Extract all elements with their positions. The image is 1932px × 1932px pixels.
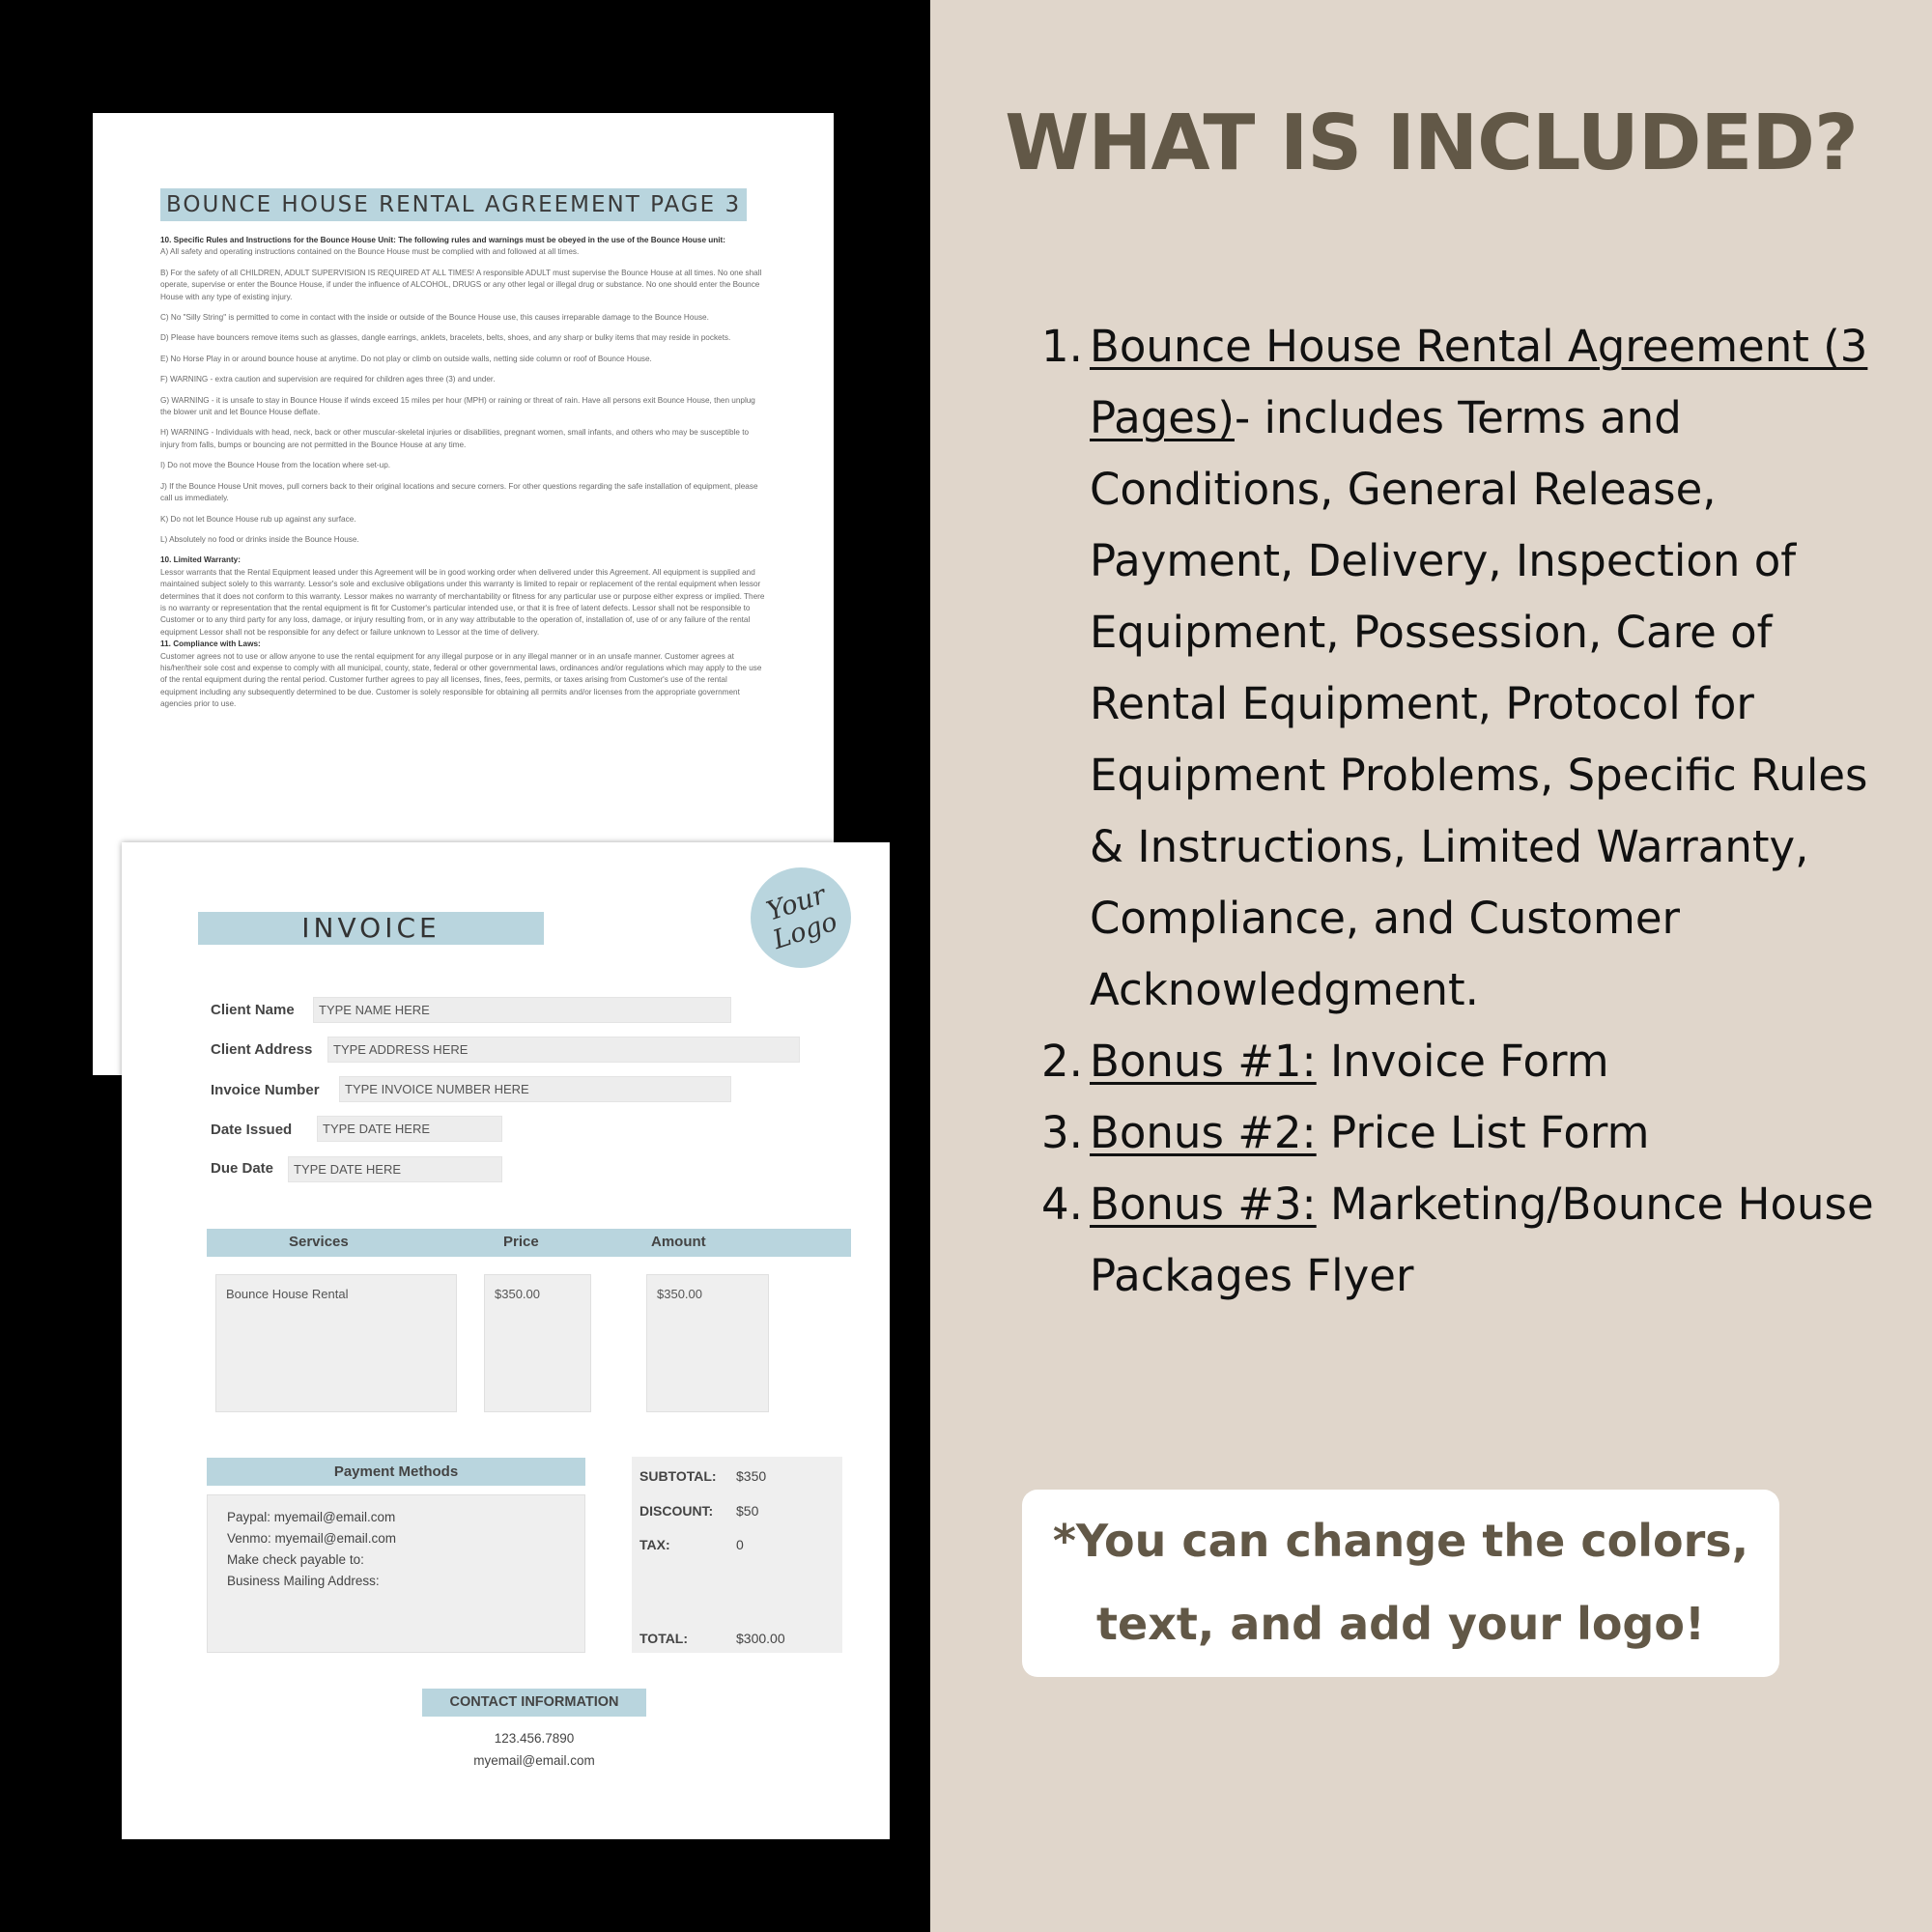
paragraph-text: D) Please have bouncers remove items such as glasses, dangle earrings, anklets, bracelets, belts, shoes, and any sharp or bulky items that may reside in pockets. <box>160 333 731 343</box>
agreement-paragraph <box>160 427 766 451</box>
right-panel <box>930 0 1932 1932</box>
paragraph-text: Customer agrees not to use or allow anyone to use the rental equipment for any illegal purpose or in any illegal manner or in an unsafe manner. Customer agrees at his/her/their sole cost and expense to comply with all municipal, county, state, federal or other governmental laws, ordinances and/or regulations which may apply to the use of the rental equipment during the rental period. Customer further agrees to pay all licenses, fines, fees, permits, or taxes arising from Customer's use of the rental equipment including any subsequently determined to be due. Customer is solely responsible for obtaining all permits and/or licenses from the appropriate government agencies prior to use. <box>160 651 762 709</box>
paragraph-text: K) Do not let Bounce House rub up against any surface. <box>160 514 356 524</box>
agreement-paragraph <box>160 639 766 710</box>
paragraph-text: L) Absolutely no food or drinks inside the Bounce House. <box>160 534 359 544</box>
agreement-paragraph <box>160 534 766 546</box>
agreement-paragraph <box>160 460 766 471</box>
paragraph-text: A) All safety and operating instructions contained on the Bounce House must be complied with and followed at all times. <box>160 247 580 257</box>
service-cell[interactable]: Bounce House Rental <box>215 1274 457 1412</box>
agreement-paragraph <box>160 514 766 526</box>
contact-information-header: CONTACT INFORMATION <box>422 1689 646 1717</box>
agreement-body <box>160 235 766 711</box>
item-title: Bonus #2: <box>1090 1107 1317 1158</box>
paragraph-text: I) Do not move the Bounce House from the location where set-up. <box>160 461 391 470</box>
services-table-header <box>207 1229 851 1257</box>
payment-line: Make check payable to: <box>227 1552 364 1567</box>
client-address-label: Client Address <box>211 1041 313 1058</box>
invoice-page <box>122 842 890 1839</box>
item-number: 4. <box>1041 1179 1083 1230</box>
date-issued-label: Date Issued <box>211 1122 293 1138</box>
agreement-paragraph <box>160 395 766 419</box>
list-item <box>1041 1097 1911 1169</box>
agreement-paragraph <box>160 312 766 324</box>
agreement-paragraph <box>160 481 766 505</box>
item-description: - includes Terms and Conditions, General Release, Payment, Delivery, Inspection of Equipment, Possession, Care of Rental Equipment, Protocol for Equipment Problems, Specific Rules & Instructions, Limited Warranty, Compliance, and Customer Acknowledgment. <box>1090 392 1868 1015</box>
paragraph-text: G) WARNING - it is unsafe to stay in Bounce House if winds exceed 15 miles per hour (MPH) or raining or threat of rain. Have all persons exit Bounce House, then unplug the blower unit and let Bounce House deflate. <box>160 395 755 417</box>
invoice-number-label: Invoice Number <box>211 1082 320 1098</box>
item-title: Bonus #3: <box>1090 1179 1317 1230</box>
agreement-paragraph <box>160 332 766 344</box>
subtotal-value[interactable]: $350 <box>736 1468 767 1484</box>
invoice-title: INVOICE <box>198 912 544 945</box>
price-header: Price <box>503 1234 539 1250</box>
tax-value[interactable]: 0 <box>736 1537 744 1552</box>
item-title: Bounce House Rental Agreement (3 Pages) <box>1090 321 1868 443</box>
discount-row <box>639 1503 758 1519</box>
paragraph-text: C) No "Silly String" is permitted to come in contact with the inside or outside of the Bounce House use, this causes irreparable damage to the Bounce House. <box>160 313 709 323</box>
item-description: Invoice Form <box>1316 1036 1609 1087</box>
total-label: TOTAL: <box>639 1631 689 1646</box>
paragraph-text: B) For the safety of all CHILDREN, ADULT SUPERVISION IS REQUIRED AT ALL TIMES! A responsible ADULT must supervise the Bounce House at all times. No one shall operate, supervise or enter the Bounce House, if under the influence of ALCOHOL, DRUGS or any other legal or illegal drug or substance. No one should enter the Bounce House with any type of existing injury. <box>160 268 762 301</box>
price-cell[interactable]: $350.00 <box>484 1274 591 1412</box>
totals-box <box>632 1457 842 1653</box>
subtotal-label: SUBTOTAL: <box>639 1468 717 1484</box>
discount-value[interactable]: $50 <box>736 1503 759 1519</box>
services-header: Services <box>289 1234 349 1250</box>
tax-row <box>639 1537 744 1552</box>
item-number: 3. <box>1041 1107 1083 1158</box>
paragraph-text: E) No Horse Play in or around bounce house at anytime. Do not play or climb on outside walls, netting side column or roof of Bounce House. <box>160 354 652 363</box>
customization-note <box>1022 1490 1779 1677</box>
item-description: Price List Form <box>1316 1107 1650 1158</box>
contact-email: myemail@email.com <box>473 1753 595 1768</box>
client-name-field[interactable]: TYPE NAME HERE <box>313 997 731 1023</box>
agreement-paragraph <box>160 374 766 385</box>
payment-line: Business Mailing Address: <box>227 1574 380 1588</box>
paragraph-heading: 10. Limited Warranty: <box>160 555 241 565</box>
amount-cell[interactable]: $350.00 <box>646 1274 769 1412</box>
list-item <box>1041 311 1911 1026</box>
payment-line: Paypal: myemail@email.com <box>227 1510 396 1524</box>
paragraph-text: J) If the Bounce House Unit moves, pull corners back to their original locations and secure corners. For other questions regarding the safe installation of equipment, please call us immediately. <box>160 481 758 503</box>
agreement-paragraph <box>160 354 766 365</box>
item-number: 1. <box>1041 321 1083 372</box>
subtotal-row <box>639 1468 766 1484</box>
page-title: WHAT IS INCLUDED? <box>1005 99 1858 187</box>
total-row <box>639 1631 785 1646</box>
agreement-paragraph <box>160 268 766 303</box>
due-date-label: Due Date <box>211 1160 274 1177</box>
paragraph-heading: 10. Specific Rules and Instructions for the Bounce House Unit: The following rules and warnings must be obeyed in the use of the Bounce House unit: <box>160 236 726 244</box>
note-line: text, and add your logo! <box>1096 1598 1705 1650</box>
agreement-paragraph <box>160 554 766 639</box>
payment-line: Venmo: myemail@email.com <box>227 1531 397 1546</box>
paragraph-text: H) WARNING - Individuals with head, neck, back or other muscular-skeletal injuries or disabilities, pregnant women, small infants, and others who may be susceptible to injury from falls, bumps or bouncing are not permitted in the Bounce House at any time. <box>160 428 750 449</box>
logo-text: Your Logo <box>762 879 841 955</box>
due-date-field[interactable]: TYPE DATE HERE <box>288 1156 502 1182</box>
invoice-number-field[interactable]: TYPE INVOICE NUMBER HERE <box>339 1076 731 1102</box>
logo-placeholder <box>751 867 851 968</box>
item-description: Marketing/Bounce House Packages Flyer <box>1090 1179 1874 1301</box>
agreement-paragraph <box>160 235 766 259</box>
client-name-label: Client Name <box>211 1002 295 1018</box>
date-issued-field[interactable]: TYPE DATE HERE <box>317 1116 502 1142</box>
item-number: 2. <box>1041 1036 1083 1087</box>
left-panel <box>0 0 930 1932</box>
total-value[interactable]: $300.00 <box>736 1631 785 1646</box>
included-items-list <box>1041 311 1911 1312</box>
contact-phone: 123.456.7890 <box>494 1731 575 1746</box>
paragraph-text: F) WARNING - extra caution and supervision are required for children ages three (3) and under. <box>160 375 496 384</box>
payment-methods-box[interactable] <box>207 1494 585 1653</box>
paragraph-text: Lessor warrants that the Rental Equipment leased under this Agreement will be in good working order when delivered under this Agreement. All equipment is supplied and maintained subject solely to this warranty. Lessor's sole and exclusive obligations under this warranty is limited to repair or replacement of the rental equipment when lessor determines that it does not conform to this warranty. Lessor makes no warranty of merchantability or fitness for any particular use or purpose either express or implied. There is no warranty or representation that the rental equipment is fit for Customer's particular intended use, or that it is free of latent defects. Lessor shall not be responsible to Customer or to any third party for any loss, damage, or injury resulting from, or in any way attributable to the operation of, installation of, use of or any failure of the rental equipment Lessor shall not be responsible for any defect or failure unknown to Lessor at the time of delivery. <box>160 567 765 637</box>
amount-header: Amount <box>651 1234 706 1250</box>
agreement-title: BOUNCE HOUSE RENTAL AGREEMENT PAGE 3 <box>160 188 747 221</box>
paragraph-heading: 11. Compliance with Laws: <box>160 639 261 649</box>
tax-label: TAX: <box>639 1537 670 1552</box>
list-item <box>1041 1026 1911 1097</box>
payment-methods-header: Payment Methods <box>207 1458 585 1486</box>
item-title: Bonus #1: <box>1090 1036 1317 1087</box>
list-item <box>1041 1169 1911 1312</box>
discount-label: DISCOUNT: <box>639 1503 714 1519</box>
note-line: *You can change the colors, <box>1052 1515 1749 1567</box>
client-address-field[interactable]: TYPE ADDRESS HERE <box>327 1037 800 1063</box>
